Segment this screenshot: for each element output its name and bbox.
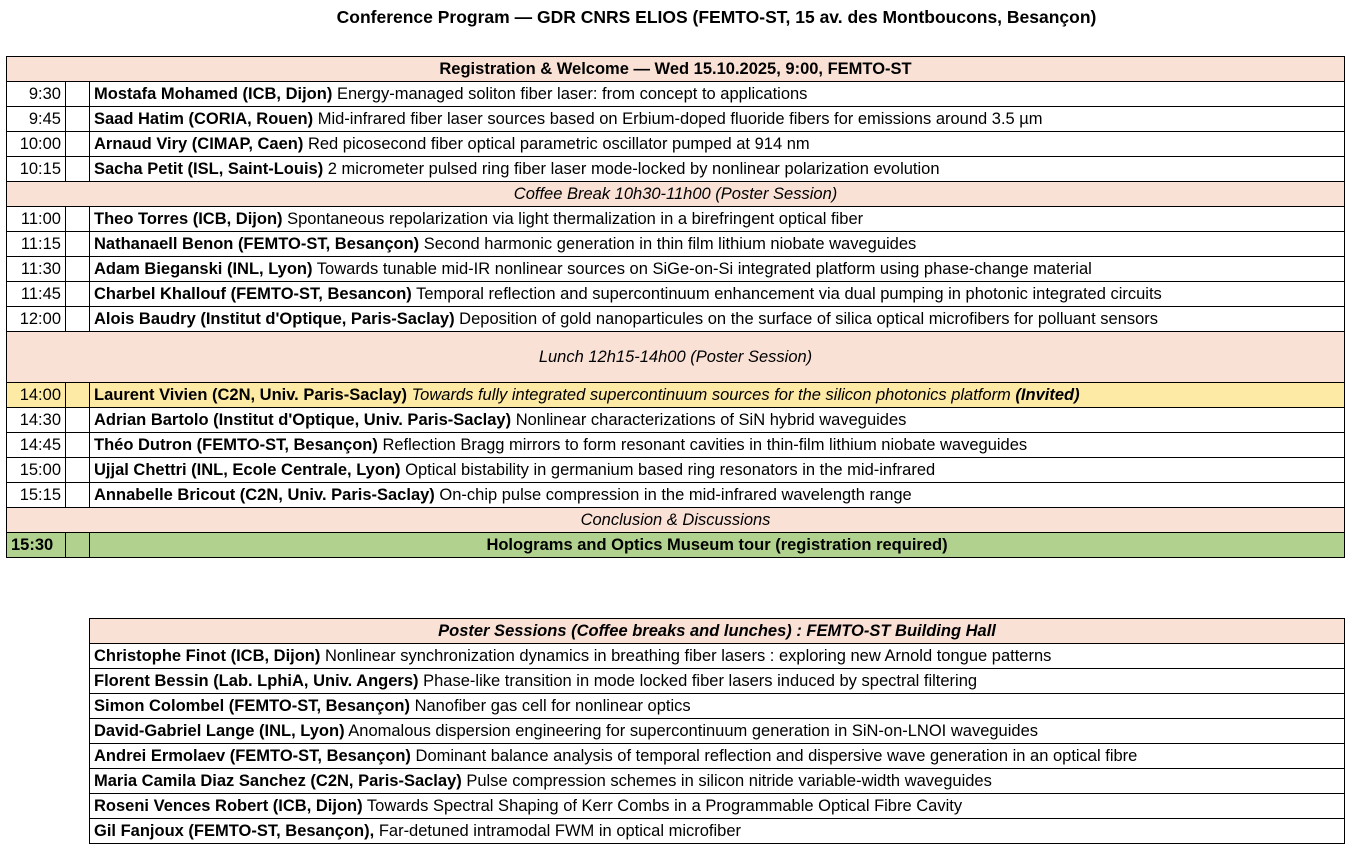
talk-cell bbox=[90, 257, 1345, 282]
program-table bbox=[6, 56, 1345, 558]
poster-row bbox=[90, 644, 1345, 669]
speaker-name: Simon Colombel (FEMTO-ST, Besançon) bbox=[94, 697, 410, 715]
talk-row bbox=[7, 207, 1345, 232]
spacer-cell bbox=[66, 207, 90, 232]
invited-badge: (Invited) bbox=[1015, 386, 1080, 404]
poster-header: Poster Sessions (Coffee breaks and lunches) : FEMTO-ST Building Hall bbox=[90, 619, 1345, 644]
spacer-cell bbox=[66, 232, 90, 257]
poster-title: Anomalous dispersion engineering for supercontinuum generation in SiN-on-LNOI waveguides bbox=[348, 722, 1038, 740]
talk-cell bbox=[90, 483, 1345, 508]
talk-row bbox=[7, 82, 1345, 107]
talk-cell bbox=[90, 307, 1345, 332]
poster-cell bbox=[90, 769, 1345, 794]
coffee-break-band: Coffee Break 10h30-11h00 (Poster Session) bbox=[7, 182, 1345, 207]
speaker-name: Florent Bessin (Lab. LphiA, Univ. Angers) bbox=[94, 672, 419, 690]
talk-title: Optical bistability in germanium based ring resonators in the mid-infrared bbox=[405, 461, 936, 479]
talk-row bbox=[7, 458, 1345, 483]
talk-time: 15:00 bbox=[7, 458, 66, 483]
spacer-cell bbox=[66, 533, 90, 558]
talk-cell bbox=[90, 408, 1345, 433]
talk-time: 14:00 bbox=[7, 383, 66, 408]
talk-row bbox=[7, 433, 1345, 458]
lunch-row bbox=[7, 332, 1345, 383]
talk-cell bbox=[90, 232, 1345, 257]
talk-row bbox=[7, 483, 1345, 508]
spacer-cell bbox=[66, 408, 90, 433]
talk-time: 14:30 bbox=[7, 408, 66, 433]
poster-title: Pulse compression schemes in silicon nitride variable-width waveguides bbox=[466, 772, 992, 790]
poster-row bbox=[90, 794, 1345, 819]
talk-time: 11:15 bbox=[7, 232, 66, 257]
speaker-name: Gil Fanjoux (FEMTO-ST, Besançon), bbox=[94, 822, 375, 840]
registration-row bbox=[7, 57, 1345, 82]
speaker-name: Maria Camila Diaz Sanchez (C2N, Paris-Saclay) bbox=[94, 772, 462, 790]
talk-row bbox=[7, 232, 1345, 257]
poster-cell bbox=[90, 744, 1345, 769]
speaker-name: Charbel Khallouf (FEMTO-ST, Besancon) bbox=[94, 285, 412, 303]
registration-band: Registration & Welcome — Wed 15.10.2025, 9:00, FEMTO-ST bbox=[7, 57, 1345, 82]
poster-header-row bbox=[90, 619, 1345, 644]
poster-title: Nonlinear synchronization dynamics in breathing fiber lasers : exploring new Arnold tongue patterns bbox=[324, 647, 1052, 665]
poster-table bbox=[89, 618, 1345, 844]
talk-time: 15:15 bbox=[7, 483, 66, 508]
conclusion-band: Conclusion & Discussions bbox=[7, 508, 1345, 533]
talk-cell bbox=[90, 157, 1345, 182]
spacer-cell bbox=[66, 157, 90, 182]
talk-title: Towards fully integrated supercontinuum sources for the silicon photonics platform bbox=[411, 386, 1011, 404]
talk-time: 10:15 bbox=[7, 157, 66, 182]
talk-time: 9:30 bbox=[7, 82, 66, 107]
poster-cell bbox=[90, 669, 1345, 694]
talk-row bbox=[7, 257, 1345, 282]
page-title: Conference Program — GDR CNRS ELIOS (FEMTO-ST, 15 av. des Montboucons, Besançon) bbox=[336, 7, 1097, 27]
talk-time: 11:45 bbox=[7, 282, 66, 307]
talk-cell bbox=[90, 383, 1345, 408]
speaker-name: Theo Torres (ICB, Dijon) bbox=[94, 210, 283, 228]
talk-cell bbox=[90, 433, 1345, 458]
tour-time: 15:30 bbox=[7, 533, 66, 558]
tour-label: Holograms and Optics Museum tour (registration required) bbox=[90, 533, 1345, 558]
talk-time: 9:45 bbox=[7, 107, 66, 132]
talk-row bbox=[7, 157, 1345, 182]
poster-cell bbox=[90, 644, 1345, 669]
talk-title: Energy-managed soliton fiber laser: from concept to applications bbox=[336, 85, 808, 103]
coffee-break-row bbox=[7, 182, 1345, 207]
spacer-cell bbox=[66, 107, 90, 132]
poster-title: Nanofiber gas cell for nonlinear optics bbox=[414, 697, 691, 715]
talk-title: Towards tunable mid-IR nonlinear sources on SiGe-on-Si integrated platform using phase-change material bbox=[316, 260, 1092, 278]
speaker-name: Adrian Bartolo (Institut d'Optique, Univ. Paris-Saclay) bbox=[94, 411, 512, 429]
talk-cell bbox=[90, 82, 1345, 107]
speaker-name: Arnaud Viry (CIMAP, Caen) bbox=[94, 135, 304, 153]
speaker-name: Nathanaell Benon (FEMTO-ST, Besançon) bbox=[94, 235, 420, 253]
speaker-name: Annabelle Bricout (C2N, Univ. Paris-Saclay) bbox=[94, 486, 435, 504]
talk-title: Mid-infrared fiber laser sources based on Erbium-doped fluoride fibers for emissions around 3.5 µm bbox=[317, 110, 1043, 128]
speaker-name: Laurent Vivien (C2N, Univ. Paris-Saclay) bbox=[94, 386, 408, 404]
talk-title: Nonlinear characterizations of SiN hybrid waveguides bbox=[515, 411, 907, 429]
talk-row bbox=[7, 132, 1345, 157]
poster-cell bbox=[90, 694, 1345, 719]
talk-time: 11:30 bbox=[7, 257, 66, 282]
poster-cell bbox=[90, 794, 1345, 819]
poster-row bbox=[90, 819, 1345, 844]
poster-row bbox=[90, 719, 1345, 744]
poster-cell bbox=[90, 819, 1345, 844]
poster-cell bbox=[90, 719, 1345, 744]
talk-row bbox=[7, 408, 1345, 433]
spacer-cell bbox=[66, 458, 90, 483]
poster-title: Phase-like transition in mode locked fiber lasers induced by spectral filtering bbox=[423, 672, 978, 690]
talk-title: Deposition of gold nanoparticules on the surface of silica optical microfibers for polluant sensors bbox=[459, 310, 1159, 328]
spacer-cell bbox=[66, 433, 90, 458]
speaker-name: Roseni Vences Robert (ICB, Dijon) bbox=[94, 797, 363, 815]
spacer-cell bbox=[66, 82, 90, 107]
talk-time: 12:00 bbox=[7, 307, 66, 332]
poster-title: Dominant balance analysis of temporal reflection and dispersive wave generation in an optical fibre bbox=[415, 747, 1138, 765]
spacer-cell bbox=[66, 257, 90, 282]
speaker-name: Ujjal Chettri (INL, Ecole Centrale, Lyon) bbox=[94, 461, 401, 479]
poster-row bbox=[90, 669, 1345, 694]
poster-row bbox=[90, 694, 1345, 719]
poster-title: Towards Spectral Shaping of Kerr Combs in a Programmable Optical Fibre Cavity bbox=[366, 797, 963, 815]
talk-title: Red picosecond fiber optical parametric oscillator pumped at 914 nm bbox=[307, 135, 810, 153]
talk-title: Temporal reflection and supercontinuum enhancement via dual pumping in photonic integrated circuits bbox=[416, 285, 1162, 303]
talk-row bbox=[7, 107, 1345, 132]
poster-title: Far-detuned intramodal FWM in optical microfiber bbox=[378, 822, 742, 840]
talk-cell bbox=[90, 132, 1345, 157]
spacer-cell bbox=[66, 282, 90, 307]
talk-time: 11:00 bbox=[7, 207, 66, 232]
speaker-name: Mostafa Mohamed (ICB, Dijon) bbox=[94, 85, 333, 103]
talk-row bbox=[7, 307, 1345, 332]
talk-title: Reflection Bragg mirrors to form resonant cavities in thin-film lithium niobate waveguides bbox=[382, 436, 1028, 454]
speaker-name: Saad Hatim (CORIA, Rouen) bbox=[94, 110, 314, 128]
spacer-cell bbox=[66, 383, 90, 408]
poster-row bbox=[90, 744, 1345, 769]
talk-time: 14:45 bbox=[7, 433, 66, 458]
poster-row bbox=[90, 769, 1345, 794]
talk-cell bbox=[90, 107, 1345, 132]
speaker-name: Sacha Petit (ISL, Saint-Louis) bbox=[94, 160, 324, 178]
talk-title: On-chip pulse compression in the mid-infrared wavelength range bbox=[439, 486, 912, 504]
speaker-name: Adam Bieganski (INL, Lyon) bbox=[94, 260, 313, 278]
speaker-name: David-Gabriel Lange (INL, Lyon) bbox=[94, 722, 345, 740]
spacer-cell bbox=[66, 132, 90, 157]
talk-row bbox=[7, 282, 1345, 307]
speaker-name: Alois Baudry (Institut d'Optique, Paris-Saclay) bbox=[94, 310, 455, 328]
conclusion-row bbox=[7, 508, 1345, 533]
talk-cell bbox=[90, 207, 1345, 232]
talk-title: 2 micrometer pulsed ring fiber laser mode-locked by nonlinear polarization evolution bbox=[327, 160, 940, 178]
talk-title: Second harmonic generation in thin film lithium niobate waveguides bbox=[423, 235, 917, 253]
spacer-cell bbox=[66, 483, 90, 508]
talk-cell bbox=[90, 282, 1345, 307]
talk-time: 10:00 bbox=[7, 132, 66, 157]
speaker-name: Andrei Ermolaev (FEMTO-ST, Besançon) bbox=[94, 747, 411, 765]
talk-cell bbox=[90, 458, 1345, 483]
spacer-cell bbox=[66, 307, 90, 332]
talk-row bbox=[7, 383, 1345, 408]
speaker-name: Théo Dutron (FEMTO-ST, Besançon) bbox=[94, 436, 378, 454]
speaker-name: Christophe Finot (ICB, Dijon) bbox=[94, 647, 321, 665]
lunch-band: Lunch 12h15-14h00 (Poster Session) bbox=[7, 332, 1345, 383]
museum-tour-row bbox=[7, 533, 1345, 558]
talk-title: Spontaneous repolarization via light thermalization in a birefringent optical fiber bbox=[287, 210, 864, 228]
